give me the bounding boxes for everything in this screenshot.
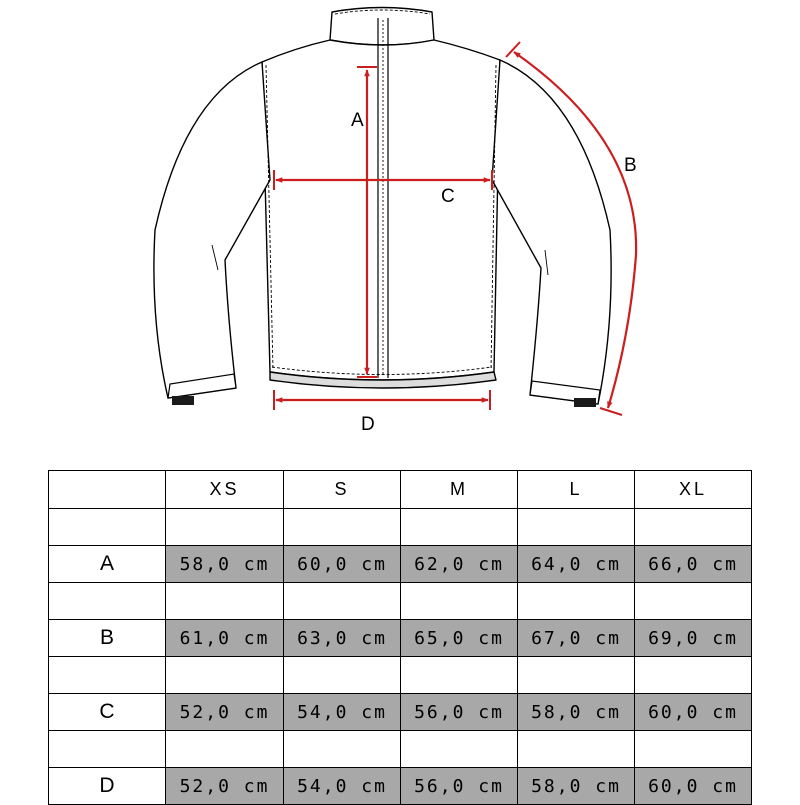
jacket-right-sleeve [492,60,611,404]
size-chart-table [48,470,752,805]
spacer-row [49,731,752,768]
left-cuff-tab [172,396,194,405]
value-cell: 60,0 cm [635,694,752,731]
row-label-d: D [49,768,166,805]
label-c: C [441,186,455,207]
value-cell: 58,0 cm [166,546,284,583]
table-row-c [49,694,752,731]
right-cuff-tab [574,398,596,407]
label-a: A [351,110,364,131]
row-label-c: C [49,694,166,731]
value-cell: 58,0 cm [518,694,635,731]
size-header-m: M [401,471,518,509]
value-cell: 54,0 cm [284,694,401,731]
value-cell: 64,0 cm [518,546,635,583]
size-header-s: S [284,471,401,509]
value-cell: 60,0 cm [284,546,401,583]
row-label-a: A [49,546,166,583]
table-row-d [49,768,752,805]
spacer-row [49,509,752,546]
size-header-xs: XS [166,471,284,509]
value-cell: 60,0 cm [635,768,752,805]
jacket-collar [330,8,434,46]
value-cell: 56,0 cm [401,768,518,805]
measure-b-tick-bottom [600,408,622,415]
value-cell: 56,0 cm [401,694,518,731]
value-cell: 69,0 cm [635,620,752,657]
row-label-b: B [49,620,166,657]
label-d: D [361,414,375,435]
value-cell: 62,0 cm [401,546,518,583]
spacer-row [49,583,752,620]
size-header-xl: XL [635,471,752,509]
value-cell: 65,0 cm [401,620,518,657]
value-cell: 67,0 cm [518,620,635,657]
table-row-b [49,620,752,657]
label-b: B [624,155,637,176]
corner-cell [49,471,166,509]
value-cell: 52,0 cm [166,694,284,731]
spacer-row [49,657,752,694]
jacket-left-sleeve [154,62,270,398]
table-row-a [49,546,752,583]
jacket-outline [154,8,611,405]
size-header-l: L [518,471,635,509]
value-cell: 52,0 cm [166,768,284,805]
value-cell: 63,0 cm [284,620,401,657]
value-cell: 66,0 cm [635,546,752,583]
table-header-row [49,471,752,509]
value-cell: 58,0 cm [518,768,635,805]
jacket-body [262,40,500,380]
value-cell: 54,0 cm [284,768,401,805]
value-cell: 61,0 cm [166,620,284,657]
